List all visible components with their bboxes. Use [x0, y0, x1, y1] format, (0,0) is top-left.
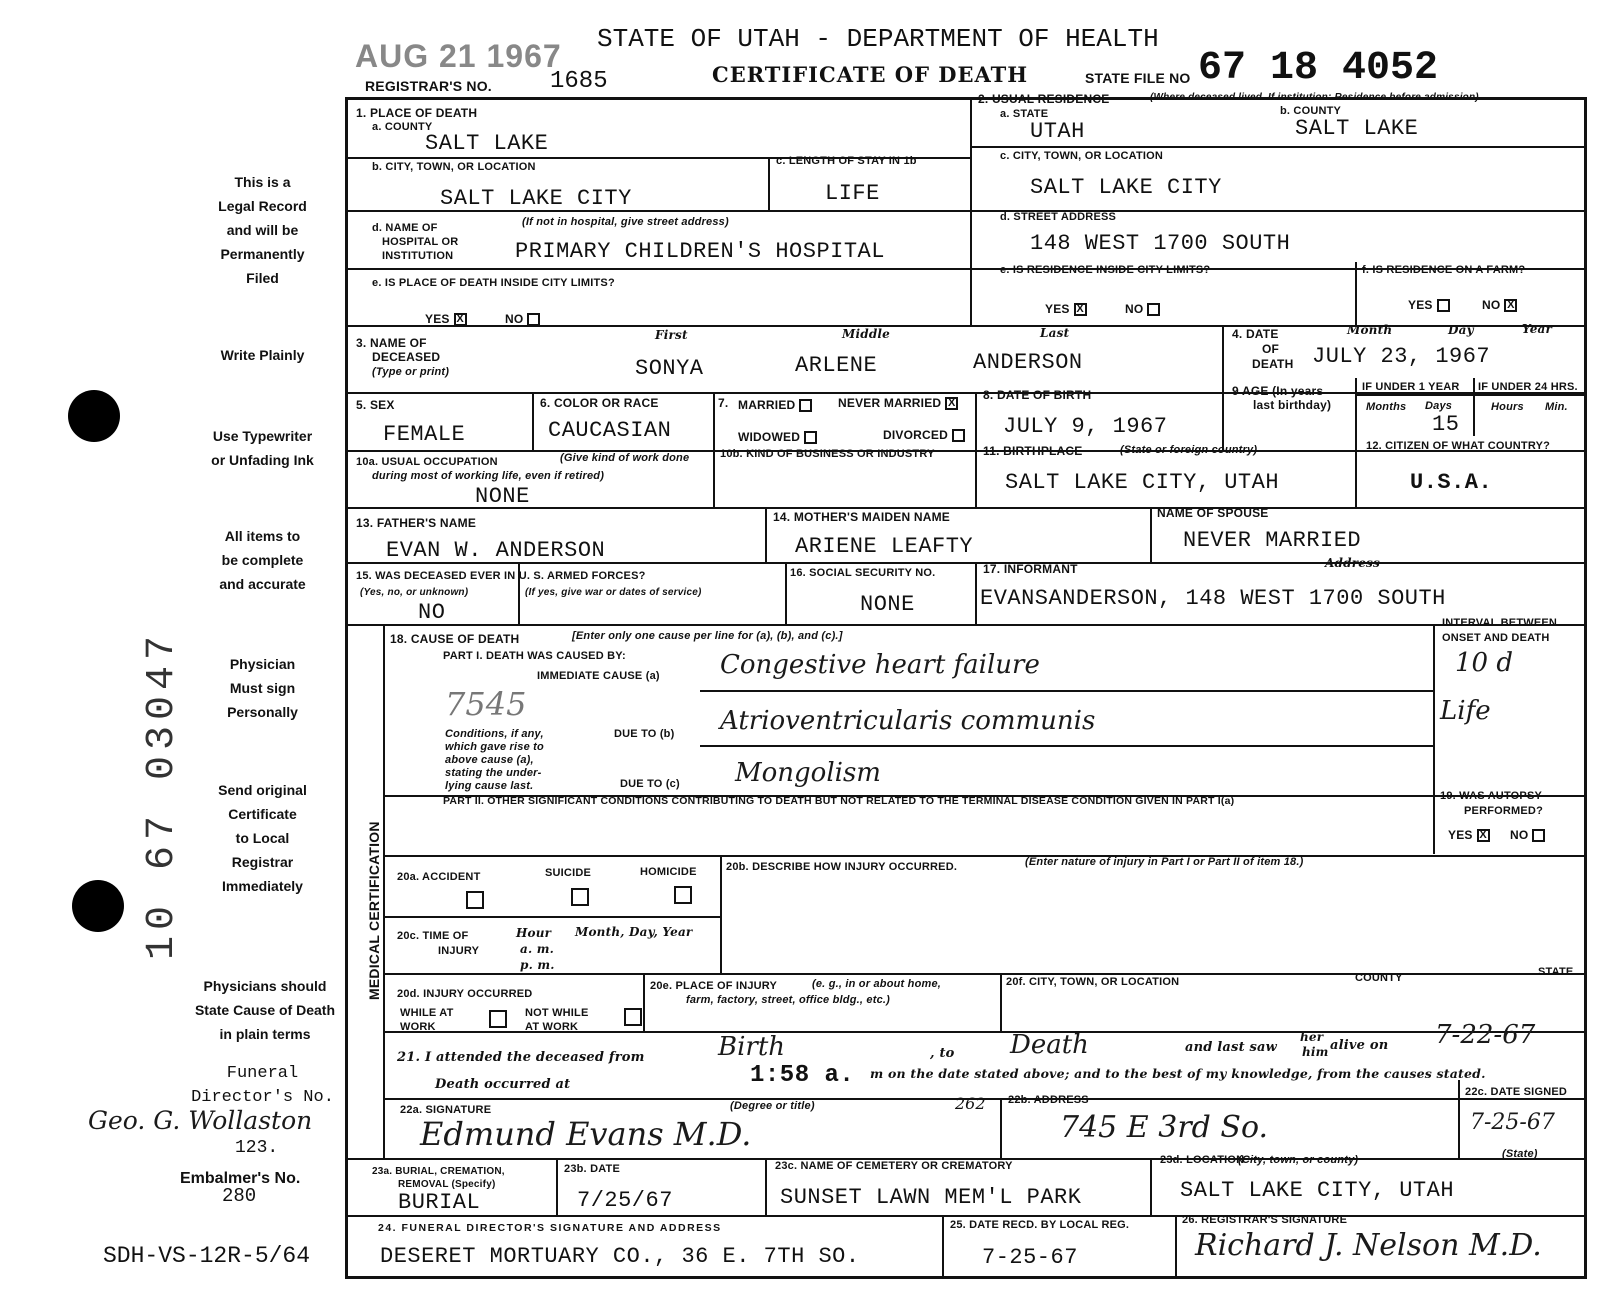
registrar-number: 1685 — [550, 68, 608, 95]
label-date-of-death-3: DEATH — [1252, 357, 1294, 371]
label-under-24-hrs: IF UNDER 24 HRS. — [1478, 381, 1578, 393]
state-file-label: STATE FILE NO — [1085, 70, 1191, 86]
not-while-at-work-checkbox[interactable] — [624, 1008, 642, 1026]
label-day: Day — [1448, 323, 1474, 337]
value-disposition: BURIAL — [398, 1190, 481, 1215]
place-no-checkbox[interactable] — [527, 313, 540, 326]
label-deceased: DECEASED — [372, 350, 441, 364]
label-res-inside-city: e. IS RESIDENCE INSIDE CITY LIMITS? — [1000, 264, 1211, 276]
autopsy-no-checkbox[interactable] — [1532, 829, 1545, 842]
value-middle-name: ARLENE — [795, 353, 878, 378]
punch-hole-top — [68, 390, 120, 442]
label-armed-forces: 15. WAS DECEASED EVER IN U. S. ARMED FORCES? — [356, 570, 646, 582]
value-last-seen-alive: 7-22-67 — [1435, 1020, 1536, 1050]
label-age-1: 9 AGE (In years — [1232, 384, 1324, 398]
received-stamp: AUG 21 1967 — [355, 38, 562, 74]
value-cemetery: SUNSET LAWN MEM'L PARK — [780, 1185, 1082, 1210]
label-am: a. m. — [520, 942, 555, 956]
value-birthplace: SALT LAKE CITY, UTAH — [1005, 470, 1280, 495]
value-occupation: NONE — [475, 484, 530, 509]
physician-signature-number: 262 — [955, 1094, 986, 1113]
farm-no-checkbox[interactable]: X — [1504, 299, 1517, 312]
label-part-2: PART II. OTHER SIGNIFICANT CONDITIONS CONTRIBUTING TO DEATH BUT NOT RELATED TO THE TERMINAL DISEASE CONDITION GIVEN IN PART I(a) — [443, 795, 1235, 807]
autopsy-yes[interactable]: YES X — [1448, 828, 1490, 842]
marital-divorced[interactable]: DIVORCED — [883, 428, 965, 442]
sidebar-typewriter-note: Use Typewriter or Unfading Ink — [211, 428, 314, 468]
label-interval-2: ONSET AND DEATH — [1442, 632, 1550, 644]
value-date-of-death: JULY 23, 1967 — [1312, 344, 1491, 369]
label-signature: 22a. SIGNATURE — [400, 1104, 492, 1116]
never-married-checkbox[interactable]: X — [945, 397, 958, 410]
value-spouse: NEVER MARRIED — [1183, 528, 1362, 553]
conditions-note: Conditions, if any, which gave rise to above cause (a), stating the under- lying cause last. — [445, 728, 544, 792]
label-year: Year — [1522, 322, 1553, 336]
value-length-of-stay: LIFE — [825, 181, 880, 206]
label-name-of: 3. NAME OF — [356, 336, 427, 350]
value-armed-forces: NO — [418, 600, 446, 625]
label-street-address: d. STREET ADDRESS — [1000, 211, 1117, 223]
label-month: Month — [1347, 323, 1393, 337]
value-date-of-birth: JULY 9, 1967 — [1003, 414, 1168, 439]
label-date-signed: 22c. DATE SIGNED — [1465, 1086, 1568, 1098]
label-last: Last — [1040, 326, 1070, 340]
label-first: First — [655, 328, 688, 342]
punch-hole-bottom — [72, 880, 124, 932]
label-accident: 20a. ACCIDENT — [397, 871, 481, 883]
label-hospital-note: (If not in hospital, give street address) — [522, 216, 729, 228]
label-occupation: 10a. USUAL OCCUPATION — [356, 456, 498, 468]
label-type-or-print: (Type or print) — [372, 366, 450, 378]
label-disposition-1: 23a. BURIAL, CREMATION, — [372, 1166, 505, 1177]
label-part-1: PART I. DEATH WAS CAUSED BY: — [443, 650, 626, 662]
label-suicide: SUICIDE — [545, 867, 592, 879]
label-county: a. COUNTY — [372, 121, 433, 133]
label-due-to-c: DUE TO (c) — [620, 778, 680, 790]
value-first-name: SONYA — [635, 356, 704, 381]
label-informant-address: Address — [1325, 556, 1380, 570]
label-spouse: NAME OF SPOUSE — [1157, 506, 1269, 520]
value-street-address: 148 WEST 1700 SOUTH — [1030, 231, 1291, 256]
value-funeral-director: DESERET MORTUARY CO., 36 E. 7TH SO. — [380, 1244, 860, 1269]
label-hours: Hours — [1491, 401, 1524, 413]
farm-yes[interactable]: YES — [1408, 298, 1450, 312]
label-describe-injury: 20b. DESCRIBE HOW INJURY OCCURRED. — [726, 861, 958, 873]
value-res-county: SALT LAKE — [1295, 116, 1419, 141]
label-under-1-year: IF UNDER 1 YEAR — [1362, 381, 1460, 393]
label-injury-state: STATE — [1538, 966, 1574, 978]
value-mother: ARIENE LEAFTY — [795, 534, 974, 559]
value-interval-b: Life — [1440, 696, 1491, 726]
divorced-checkbox[interactable] — [952, 429, 965, 442]
value-father: EVAN W. ANDERSON — [386, 538, 606, 563]
suicide-checkbox[interactable] — [571, 888, 589, 906]
label-res-county: b. COUNTY — [1280, 105, 1342, 117]
married-checkbox[interactable] — [799, 399, 812, 412]
label-cause-note: [Enter only one cause per line for (a), (b), and (c).] — [572, 630, 843, 642]
sidebar-items-note: All items to be complete and accurate — [219, 528, 306, 592]
label-not-while-at-work: NOT WHILE AT WORK — [525, 1007, 589, 1033]
label-autopsy-1: 19. WAS AUTOPSY — [1440, 790, 1543, 802]
label-while-at-work: WHILE AT WORK — [400, 1007, 454, 1033]
label-cause-of-death: 18. CAUSE OF DEATH — [390, 632, 520, 646]
value-attended-from: Birth — [718, 1032, 786, 1062]
value-cause-c: Mongolism — [735, 758, 881, 788]
label-to: , to — [930, 1046, 955, 1061]
label-disposition-date: 23b. DATE — [564, 1163, 620, 1175]
label-injury-city: 20f. CITY, TOWN, OR LOCATION — [1006, 976, 1180, 988]
label-place-of-injury-note-2: farm, factory, street, office bldg., etc.) — [686, 994, 891, 1006]
medical-certification-label: MEDICAL CERTIFICATION — [366, 821, 382, 1000]
label-informant: 17. INFORMANT — [983, 562, 1078, 576]
value-informant: EVANSANDERSON, 148 WEST 1700 SOUTH — [980, 586, 1446, 611]
value-disposition-date: 7/25/67 — [577, 1188, 673, 1213]
label-month-day-year: Month, Day, Year — [575, 925, 693, 939]
registrar-label: REGISTRAR'S NO. — [365, 78, 492, 94]
homicide-checkbox[interactable] — [674, 886, 692, 904]
state-file-number: 67 18 4052 — [1198, 46, 1439, 91]
label-date-received: 25. DATE RECD. BY LOCAL REG. — [950, 1219, 1130, 1231]
funeral-director-signature: Geo. G. Wollaston — [88, 1106, 313, 1135]
label-cemetery: 23c. NAME OF CEMETERY OR CREMATORY — [775, 1160, 1013, 1172]
label-on-date-stated: m on the date stated above; and to the best of my knowledge, from the causes stated. — [870, 1066, 1486, 1081]
label-citizen: 12. CITIZEN OF WHAT COUNTRY? — [1366, 440, 1551, 452]
value-res-city: SALT LAKE CITY — [1030, 175, 1222, 200]
label-him: him — [1302, 1045, 1329, 1059]
label-last-saw: and last saw — [1185, 1040, 1278, 1055]
label-hospital-1: d. NAME OF — [372, 222, 438, 234]
accident-checkbox[interactable] — [466, 891, 484, 909]
label-days: Days — [1425, 400, 1453, 412]
value-race: CAUCASIAN — [548, 418, 672, 443]
value-citizen: U.S.A. — [1410, 470, 1493, 495]
label-alive-on: alive on — [1330, 1038, 1389, 1053]
value-res-state: UTAH — [1030, 119, 1085, 144]
form-code: SDH-VS-12R-5/64 — [103, 1243, 311, 1269]
embalmer-number: 280 — [222, 1185, 257, 1207]
label-armed-note-2: (If yes, give war or dates of service) — [525, 587, 702, 598]
label-race: 6. COLOR OR RACE — [540, 396, 659, 410]
label-armed-note-1: (Yes, no, or unknown) — [360, 587, 469, 598]
funeral-director-number: 123. — [235, 1138, 279, 1158]
autopsy-no[interactable]: NO — [1510, 828, 1545, 842]
label-state-paren: (State) — [1502, 1148, 1538, 1160]
value-last-name: ANDERSON — [973, 350, 1083, 375]
value-ssn: NONE — [860, 592, 915, 617]
label-date-of-birth: 8. DATE OF BIRTH — [983, 388, 1092, 402]
value-date-signed: 7-25-67 — [1470, 1110, 1555, 1135]
label-business: 10b. KIND OF BUSINESS OR INDUSTRY — [720, 448, 935, 460]
value-city: SALT LAKE CITY — [440, 186, 632, 211]
while-at-work-checkbox[interactable] — [489, 1010, 507, 1028]
label-res-city: c. CITY, TOWN, OR LOCATION — [1000, 150, 1164, 162]
label-registrar-signature: 26. REGISTRAR'S SIGNATURE — [1182, 1214, 1348, 1226]
label-pm: p. m. — [520, 958, 555, 972]
res-city-limits-no[interactable]: NO — [1125, 302, 1160, 316]
label-city: b. CITY, TOWN, OR LOCATION — [372, 161, 536, 173]
label-death-occurred: Death occurred at — [435, 1077, 571, 1092]
label-birthplace-note: (State or foreign country) — [1120, 444, 1258, 456]
label-physician-address: 22b. ADDRESS — [1008, 1094, 1089, 1106]
value-sex: FEMALE — [383, 422, 466, 447]
label-place-of-death: 1. PLACE OF DEATH — [356, 106, 478, 120]
place-city-limits-yes[interactable]: YES X — [425, 312, 467, 326]
res-no-checkbox[interactable] — [1147, 303, 1160, 316]
label-degree: (Degree or title) — [730, 1100, 815, 1112]
label-date-of-death-1: 4. DATE — [1232, 327, 1279, 341]
value-cause-a: Congestive heart failure — [720, 650, 1040, 680]
label-months: Months — [1366, 401, 1407, 413]
res-yes-checkbox[interactable]: X — [1074, 303, 1087, 316]
label-place-of-injury-note-1: (e. g., in or about home, — [812, 978, 942, 990]
marital-never-married[interactable]: NEVER MARRIED X — [838, 396, 958, 410]
place-yes-checkbox[interactable]: X — [454, 313, 467, 326]
label-describe-injury-note: (Enter nature of injury in Part I or Part II of item 18.) — [1025, 856, 1304, 868]
marital-widowed[interactable]: WIDOWED — [738, 430, 817, 444]
state-department-title: STATE OF UTAH - DEPARTMENT OF HEALTH — [597, 24, 1159, 54]
label-homicide: HOMICIDE — [640, 866, 697, 878]
label-min: Min. — [1545, 401, 1568, 413]
label-occupation-note-2: during most of working life, even if retired) — [372, 470, 605, 482]
sidebar-legal-note: This is a Legal Record and will be Permanently Filed — [218, 174, 307, 286]
label-sex: 5. SEX — [356, 398, 395, 412]
sidebar-physician-note: Physician Must sign Personally — [227, 656, 298, 720]
label-hospital-2: HOSPITAL OR — [382, 236, 459, 248]
label-usual-residence: 2. USUAL RESIDENCE — [978, 92, 1110, 106]
label-place-of-injury: 20e. PLACE OF INJURY — [650, 980, 778, 992]
value-county: SALT LAKE — [425, 131, 549, 156]
label-7: 7. — [718, 396, 729, 410]
label-farm: f. IS RESIDENCE ON A FARM? — [1362, 264, 1526, 276]
value-cause-b: Atrioventricularis communis — [720, 706, 1096, 736]
sidebar-send-note: Send original Certificate to Local Registrar Immediately — [218, 782, 307, 894]
value-date-received: 7-25-67 — [982, 1245, 1078, 1270]
label-middle: Middle — [842, 327, 891, 341]
value-age-days: 15 — [1432, 412, 1460, 437]
label-res-state: a. STATE — [1000, 108, 1049, 120]
sidebar-cause-note: Physicians should State Cause of Death in plain terms — [194, 978, 336, 1042]
marital-married[interactable]: MARRIED — [738, 398, 812, 412]
label-hospital-3: INSTITUTION — [382, 250, 454, 262]
funeral-director-label: Funeral Director's No. — [191, 1064, 334, 1107]
vertical-serial-number: 10 67 03047 — [140, 629, 185, 960]
label-birthplace: 11. BIRTHPLACE — [983, 444, 1083, 458]
label-autopsy-2: PERFORMED? — [1464, 805, 1543, 817]
label-immediate-cause: IMMEDIATE CAUSE (a) — [537, 670, 660, 682]
label-due-to-b: DUE TO (b) — [614, 728, 675, 740]
label-occupation-note-1: (Give kind of work done — [560, 452, 690, 464]
label-funeral-director: 24. FUNERAL DIRECTOR'S SIGNATURE AND ADDRESS — [378, 1222, 722, 1234]
embalmer-label: Embalmer's No. — [180, 1170, 301, 1187]
widowed-checkbox[interactable] — [804, 431, 817, 444]
label-residence-note: (Where deceased lived. If institution: Residence before admission) — [1150, 92, 1479, 103]
label-attended: 21. I attended the deceased from — [397, 1050, 645, 1065]
value-hospital: PRIMARY CHILDREN'S HOSPITAL — [515, 239, 885, 264]
label-location: 23d. LOCATION — [1160, 1154, 1245, 1166]
place-city-limits-no[interactable]: NO — [505, 312, 540, 326]
label-location-note: (City, town, or county) — [1238, 1154, 1359, 1166]
label-mother: 14. MOTHER'S MAIDEN NAME — [773, 510, 951, 524]
registrar-signature: Richard J. Nelson M.D. — [1195, 1228, 1542, 1263]
label-father: 13. FATHER'S NAME — [356, 516, 477, 530]
res-city-limits-yes[interactable]: YES X — [1045, 302, 1087, 316]
label-time-of-injury-2: INJURY — [438, 945, 480, 957]
label-length-of-stay: c. LENGTH OF STAY IN 1b — [776, 155, 917, 167]
autopsy-yes-checkbox[interactable]: X — [1477, 829, 1490, 842]
label-time-of-injury-1: 20c. TIME OF — [397, 930, 469, 942]
farm-no[interactable]: NO X — [1482, 298, 1517, 312]
label-hour: Hour — [516, 926, 552, 940]
value-time-of-death: 1:58 a. — [750, 1062, 855, 1089]
label-interval-1: INTERVAL BETWEEN — [1442, 617, 1558, 629]
sidebar-write-plainly: Write Plainly — [220, 347, 305, 363]
value-code: 7545 — [445, 685, 527, 723]
physician-signature: Edmund Evans M.D. — [420, 1115, 752, 1153]
label-ssn: 16. SOCIAL SECURITY NO. — [790, 567, 936, 579]
farm-yes-checkbox[interactable] — [1437, 299, 1450, 312]
label-disposition-2: REMOVAL (Specify) — [398, 1179, 496, 1190]
label-inside-city-limits: e. IS PLACE OF DEATH INSIDE CITY LIMITS? — [372, 277, 615, 289]
label-her: her — [1300, 1030, 1324, 1044]
value-attended-to: Death — [1010, 1030, 1089, 1060]
value-location: SALT LAKE CITY, UTAH — [1180, 1178, 1455, 1203]
label-injury-county: COUNTY — [1355, 972, 1403, 984]
label-age-2: last birthday) — [1253, 398, 1332, 412]
label-injury-occurred: 20d. INJURY OCCURRED — [397, 988, 533, 1000]
value-physician-address: 745 E 3rd So. — [1060, 1110, 1269, 1145]
certificate-title: CERTIFICATE OF DEATH — [712, 62, 1029, 87]
value-interval-a: 10 d — [1455, 648, 1513, 678]
label-date-of-death-2: OF — [1262, 342, 1280, 356]
